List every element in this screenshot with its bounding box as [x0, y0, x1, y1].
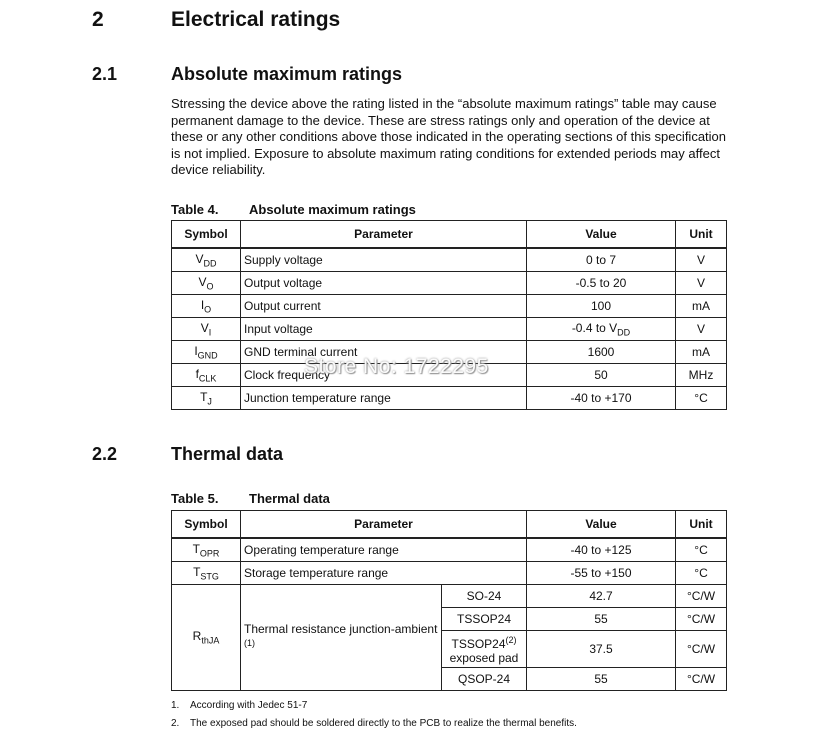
col-header: Symbol [172, 511, 241, 539]
footnote: 1. According with Jedec 51-7 [171, 700, 308, 711]
package-cell: SO-24 [442, 585, 527, 608]
table5-caption [171, 491, 330, 506]
unit-cell: V [676, 272, 727, 295]
table-header-row [172, 221, 727, 249]
value-cell: -0.5 to 20 [527, 272, 676, 295]
table4-label: Table 4. [171, 202, 219, 217]
unit-cell: °C/W [676, 585, 727, 608]
parameter-cell: Output current [241, 295, 527, 318]
unit-cell: °C/W [676, 668, 727, 691]
rating-paragraph: Stressing the device above the rating listed in the “absolute maximum ratings” table may cause permanent damage to the device. These are stress ratings only and operation of the device at these or any other conditions above those indicated in the operating sections of this specification is not implied. Exposure to absolute maximum rating conditions for extended periods may affect device reliability. [171, 96, 727, 177]
col-header: Unit [676, 221, 727, 249]
table-row [172, 272, 727, 295]
value-cell: 1600 [527, 341, 676, 364]
value-cell: -0.4 to $V_{DD}$ [527, 318, 676, 341]
symbol-cell: $V_{DD}$ [172, 248, 241, 272]
unit-cell: °C [676, 538, 727, 562]
unit-cell: MHz [676, 364, 727, 387]
col-header: Symbol [172, 221, 241, 249]
footnote: 2. The exposed pad should be soldered directly to the PCB to realize the thermal benefits. [171, 718, 577, 729]
value-cell: 55 [527, 668, 676, 691]
table5-label: Table 5. [171, 491, 219, 506]
symbol-cell: $I_{GND}$ [172, 341, 241, 364]
value-cell: -55 to +150 [527, 562, 676, 585]
value-cell: 42.7 [527, 585, 676, 608]
subsection-number: 2.2 [92, 444, 118, 464]
value-cell: 55 [527, 608, 676, 631]
value-cell: 100 [527, 295, 676, 318]
section-number: 2 [92, 8, 104, 31]
symbol-cell: $f_{CLK}$ [172, 364, 241, 387]
symbol-cell: $T_{STG}$ [172, 562, 241, 585]
value-cell: 50 [527, 364, 676, 387]
unit-cell: °C/W [676, 631, 727, 668]
unit-cell: °C [676, 562, 727, 585]
package-cell: TSSOP24$^{(2)}$ exposed pad [442, 631, 527, 668]
symbol-cell: $T_{OPR}$ [172, 538, 241, 562]
table-header-row [172, 511, 727, 539]
value-cell: 0 to 7 [527, 248, 676, 272]
col-header: Value [527, 221, 676, 249]
unit-cell: °C/W [676, 608, 727, 631]
parameter-cell: Operating temperature range [241, 538, 527, 562]
symbol-cell: $V_O$ [172, 272, 241, 295]
table-row [172, 318, 727, 341]
col-header: Unit [676, 511, 727, 539]
value-cell: -40 to +170 [527, 387, 676, 410]
table4 [171, 220, 727, 410]
section-title: Electrical ratings [171, 8, 341, 31]
subsection-title: Thermal data [171, 444, 284, 464]
table4-caption [171, 202, 416, 217]
col-header: Parameter [241, 221, 527, 249]
parameter-cell: Supply voltage [241, 248, 527, 272]
store-watermark: Store No: 1722295 [304, 355, 489, 378]
parameter-cell: Input voltage [241, 318, 527, 341]
table-row [172, 585, 727, 608]
table-row [172, 387, 727, 410]
package-cell: TSSOP24 [442, 608, 527, 631]
package-cell: QSOP-24 [442, 668, 527, 691]
parameter-cell: Junction temperature range [241, 387, 527, 410]
table4-title: Absolute maximum ratings [249, 202, 416, 217]
subsection-number: 2.1 [92, 64, 118, 84]
value-cell: -40 to +125 [527, 538, 676, 562]
table-row [172, 562, 727, 585]
table-row [172, 248, 727, 272]
table5-title: Thermal data [249, 491, 330, 506]
parameter-cell: Storage temperature range [241, 562, 527, 585]
parameter-cell: Output voltage [241, 272, 527, 295]
parameter-cell: Thermal resistance junction-ambient $^{(1)}$ [241, 585, 442, 691]
table5 [171, 510, 727, 691]
symbol-cell: $I_O$ [172, 295, 241, 318]
symbol-cell: $V_I$ [172, 318, 241, 341]
symbol-cell: $R_{thJA}$ [172, 585, 241, 691]
unit-cell: V [676, 248, 727, 272]
unit-cell: °C [676, 387, 727, 410]
unit-cell: mA [676, 341, 727, 364]
subsection-title: Absolute maximum ratings [171, 64, 403, 84]
symbol-cell: $T_J$ [172, 387, 241, 410]
parameter-cell: Clock frequency [241, 364, 527, 387]
value-cell: 37.5 [527, 631, 676, 668]
col-header: Value [527, 511, 676, 539]
unit-cell: V [676, 318, 727, 341]
table-row [172, 295, 727, 318]
unit-cell: mA [676, 295, 727, 318]
col-header: Parameter [241, 511, 527, 539]
parameter-cell: GND terminal current [241, 341, 527, 364]
table-row [172, 538, 727, 562]
